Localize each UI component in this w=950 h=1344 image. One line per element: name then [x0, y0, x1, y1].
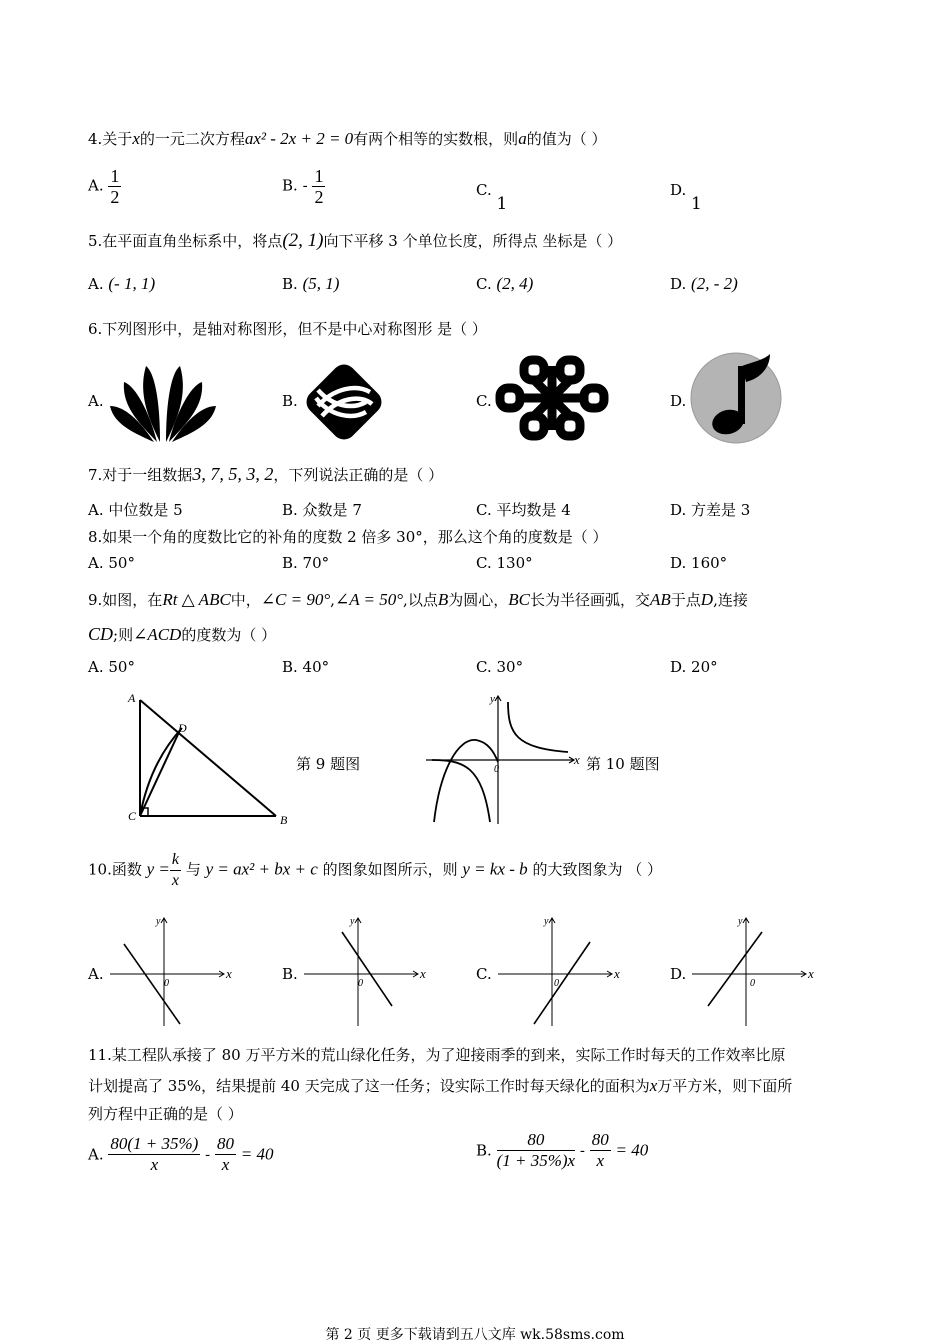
q10-option-d-graph	[688, 914, 822, 1028]
q10-option-a-graph	[106, 914, 240, 1028]
fraction: $\frac{80(1 + 35\%)}{x}$	[110, 1134, 199, 1174]
q9-stem-line2: CD;则∠ACD的度数为（ ）	[88, 624, 277, 644]
q8-stem: 8.如果一个角的度数比它的补角的度数 2 倍多 30°，那么这个角的度数是（ ）	[88, 528, 608, 546]
q10-option-c-label[interactable]: C.	[476, 965, 492, 983]
origin-label: 0	[164, 978, 169, 989]
q4-option-a[interactable]: A. $\frac{1}{2}$	[88, 166, 120, 207]
fraction: $\frac{80}{(1 + 35\%)x}$	[496, 1130, 576, 1170]
q5-option-c[interactable]: C. (2, 4)	[476, 274, 534, 293]
label-a: A	[128, 691, 136, 705]
q4-option-c[interactable]: C. 1	[476, 181, 508, 214]
q10-stem: 10.函数 y = $\frac{k}{x}$ 与 y = ax² + bx + c 的图象如图所示，则 y = kx - b 的大致图象为 （ ）	[88, 851, 662, 889]
q6-option-b-label[interactable]: B.	[282, 392, 298, 410]
q8-option-b[interactable]: B. 70°	[282, 554, 330, 572]
q7-option-c[interactable]: C. 平均数是 4	[476, 501, 571, 519]
china-mobile-logo-icon	[300, 358, 388, 446]
origin-label: 0	[358, 978, 363, 989]
q9-option-d[interactable]: D. 20°	[670, 658, 718, 676]
q9-option-b[interactable]: B. 40°	[282, 658, 330, 676]
q6-stem: 6.下列图形中，是轴对称图形，但不是中心对称图形 是（ ）	[88, 320, 487, 338]
q10-figure	[424, 690, 588, 828]
fraction: $\frac{1}{2}$	[110, 166, 120, 207]
q7-option-b[interactable]: B. 众数是 7	[282, 501, 362, 519]
origin-label: 0	[554, 978, 559, 989]
axis-x-label: x	[226, 966, 232, 981]
q9-option-c[interactable]: C. 30°	[476, 658, 524, 676]
origin-label: 0	[494, 764, 499, 775]
q5-option-a[interactable]: A. (- 1, 1)	[88, 274, 156, 293]
q9-triangle-figure	[122, 688, 294, 828]
fraction-k-over-x: $\frac{k}{x}$	[171, 851, 180, 889]
axis-x-label: x	[808, 966, 814, 981]
q8-option-d[interactable]: D. 160°	[670, 554, 728, 572]
q7-option-d[interactable]: D. 方差是 3	[670, 501, 751, 519]
label-b: B	[280, 813, 288, 827]
label-d: D	[178, 721, 187, 735]
q10-option-b-label[interactable]: B.	[282, 965, 298, 983]
q6-option-d-label[interactable]: D.	[670, 392, 687, 410]
q9-option-a[interactable]: A. 50°	[88, 658, 135, 676]
music-note-icon	[690, 352, 782, 444]
q10-figure-caption: 第 10 题图	[586, 755, 660, 773]
fraction: $\frac{1}{2}$	[314, 166, 324, 207]
q7-stem: 7.对于一组数据3, 7, 5, 3, 2，下列说法正确的是（ ）	[88, 464, 444, 484]
q9-figure-caption: 第 9 题图	[296, 755, 361, 773]
axis-x-label: x	[574, 752, 580, 767]
china-unicom-knot-icon	[494, 352, 610, 444]
q4-option-d[interactable]: D. 1	[670, 181, 702, 214]
q10-option-b-graph	[300, 914, 434, 1028]
q4-option-b[interactable]: B. - $\frac{1}{2}$	[282, 166, 324, 207]
q5-option-b[interactable]: B. (5, 1)	[282, 274, 340, 293]
axis-x-label: x	[420, 966, 426, 981]
q11-stem-line1: 11.某工程队承接了 80 万平方米的荒山绿化任务，为了迎接雨季的到来，实际工作时每天的工作效率比原	[88, 1046, 786, 1064]
origin-label: 0	[750, 978, 755, 989]
q11-stem-line3: 列方程中正确的是（ ）	[88, 1105, 243, 1123]
q10-option-a-label[interactable]: A.	[88, 965, 104, 983]
q11-option-a[interactable]: A. $\frac{80(1 + 35\%)}{x}$ - $\frac{80}{x}$ = 40	[88, 1134, 274, 1174]
axis-y-label: y	[350, 916, 355, 927]
q6-option-c-label[interactable]: C.	[476, 392, 492, 410]
axis-x-label: x	[614, 966, 620, 981]
q8-option-c[interactable]: C. 130°	[476, 554, 533, 572]
label-c: C	[128, 809, 137, 823]
q11-option-b[interactable]: B. $\frac{80}{(1 + 35\%)x}$ - $\frac{80}{x}$ = 40	[476, 1130, 649, 1170]
axis-y-label: y	[156, 916, 161, 927]
page-footer: 第 2 页 更多下载请到五八文库 wk.58sms.com	[325, 1327, 625, 1343]
q9-stem-line1: 9.如图，在Rt △ ABC中，∠C = 90°,∠A = 50°,以点B为圆心，BC长为半径画弧，交AB于点D,连接	[88, 590, 748, 609]
q10-option-d-label[interactable]: D.	[670, 965, 687, 983]
q5-stem: 5.在平面直角坐标系中，将点(2, 1)向下平移 3 个单位长度，所得点 坐标是（ ）	[88, 230, 623, 251]
q4-stem: 4.关于x的一元二次方程ax² - 2x + 2 = 0有两个相等的实数根，则a的值为（ ）	[88, 129, 607, 148]
q7-option-a[interactable]: A. 中位数是 5	[88, 501, 183, 519]
q6-option-a-label[interactable]: A.	[88, 392, 104, 410]
q11-stem-line2: 计划提高了 35%，结果提前 40 天完成了这一任务；设实际工作时每天绿化的面积为x万平方米，则下面所	[88, 1076, 793, 1095]
q8-option-a[interactable]: A. 50°	[88, 554, 135, 572]
axis-y-label: y	[490, 693, 495, 705]
huawei-logo-icon	[108, 358, 218, 444]
fraction: $\frac{80}{x}$	[217, 1134, 234, 1174]
q5-option-d[interactable]: D. (2, - 2)	[670, 274, 738, 293]
axis-y-label: y	[738, 916, 743, 927]
fraction: $\frac{80}{x}$	[591, 1130, 609, 1170]
q10-option-c-graph	[494, 914, 628, 1028]
axis-y-label: y	[544, 916, 549, 927]
